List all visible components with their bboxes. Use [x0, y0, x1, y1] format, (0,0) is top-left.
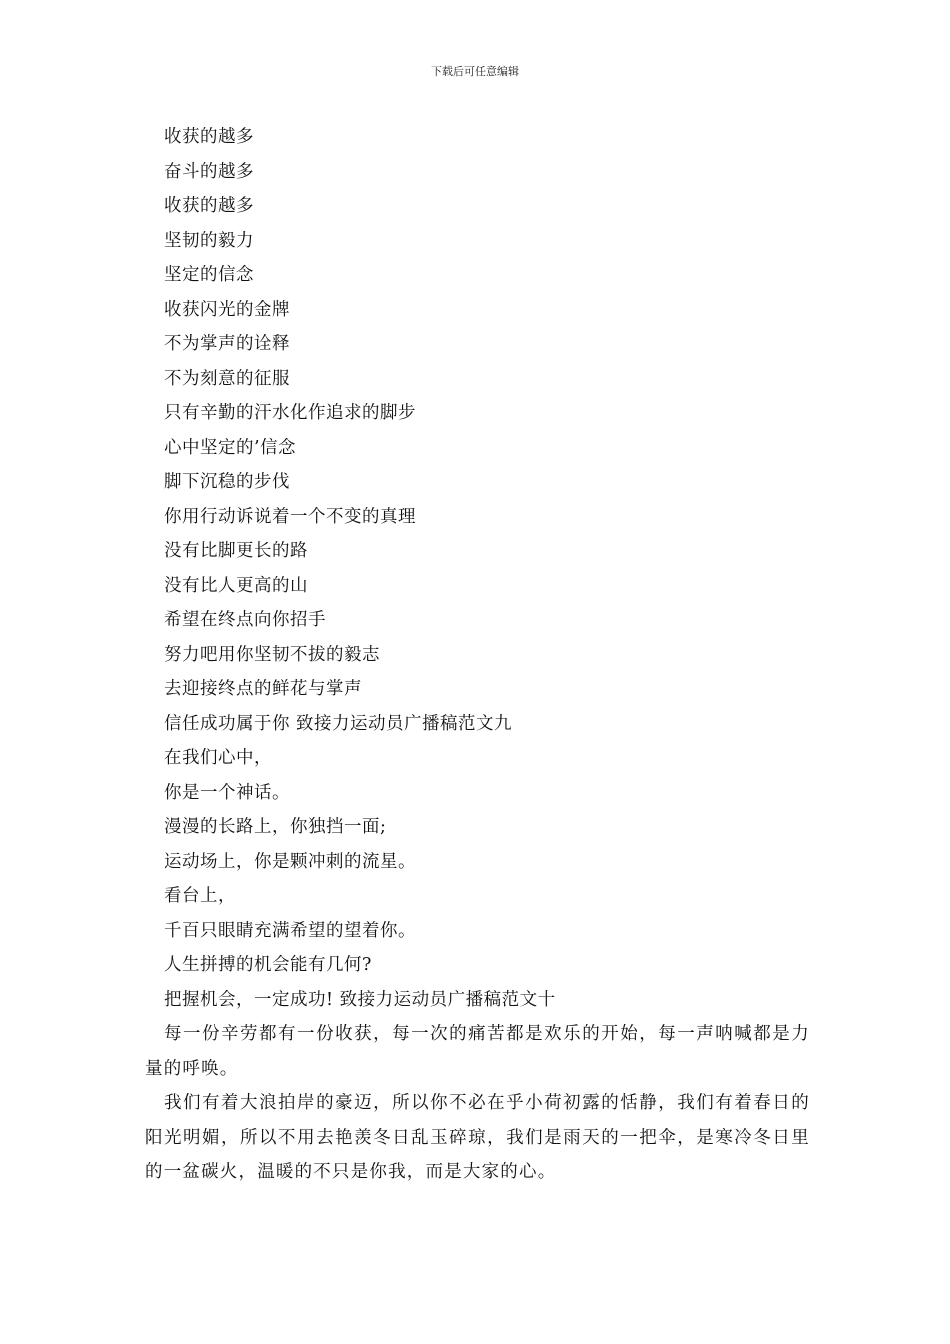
poem-line: 收获闪光的金牌 — [164, 299, 290, 320]
poem-line-with-heading: 信任成功属于你 致接力运动员广播稿范文九 — [164, 713, 513, 734]
poem-line: 你是一个神话。 — [164, 782, 290, 803]
poem-line: 坚韧的毅力 — [164, 230, 254, 251]
poem-line: 不为刻意的征服 — [164, 368, 290, 389]
poem-line: 去迎接终点的鲜花与掌声 — [164, 679, 362, 699]
poem-line: 你用行动诉说着一个不变的真理 — [164, 506, 416, 527]
body-paragraph: 我们有着大浪拍岸的豪迈，所以你不必在乎小荷初露的恬静，我们有着春日的阳光明媚，所以不用去艳羡冬日乱玉碎琼，我们是雨天的一把伞，是寒冷冬日里的一盆碳火，温暖的不只是你我，而是大家的心。 — [145, 1093, 810, 1182]
poem-line: 人生拼搏的机会能有几何? — [164, 955, 372, 975]
poem-line: 在我们心中， — [164, 748, 272, 768]
poem-line: 坚定的信念 — [164, 265, 254, 285]
poem-line: 运动场上，你是颗冲刺的流星。 — [164, 851, 416, 872]
poem-line: 希望在终点向你招手 — [164, 610, 326, 630]
poem-line: 看台上， — [164, 886, 236, 906]
body-paragraph: 每一份辛劳都有一份收获，每一次的痛苦都是欢乐的开始，每一声呐喊都是力量的呼唤。 — [145, 1024, 810, 1079]
poem-line: 没有比人更高的山 — [164, 575, 308, 596]
poem-line: 漫漫的长路上，你独挡一面; — [164, 817, 387, 837]
page-header: 下载后可任意编辑 — [431, 65, 519, 78]
poem-line: 收获的越多 — [164, 127, 254, 147]
poem-line-with-heading: 把握机会，一定成功! 致接力运动员广播稿范文十 — [164, 989, 556, 1010]
poem-line: 奋斗的越多 — [164, 161, 254, 182]
poem-line: 收获的越多 — [164, 196, 254, 216]
poem-line: 不为掌声的诠释 — [164, 334, 290, 354]
poem-line: 心中坚定的’信念 — [164, 437, 297, 458]
document-body — [145, 120, 810, 1190]
poem-line: 脚下沉稳的步伐 — [164, 472, 290, 492]
poem-line: 没有比脚更长的路 — [164, 541, 308, 561]
poem-line: 努力吧用你坚韧不拔的毅志 — [164, 644, 380, 665]
poem-line: 只有辛勤的汗水化作追求的脚步 — [164, 403, 416, 423]
poem-line: 千百只眼睛充满希望的望着你。 — [164, 920, 416, 941]
